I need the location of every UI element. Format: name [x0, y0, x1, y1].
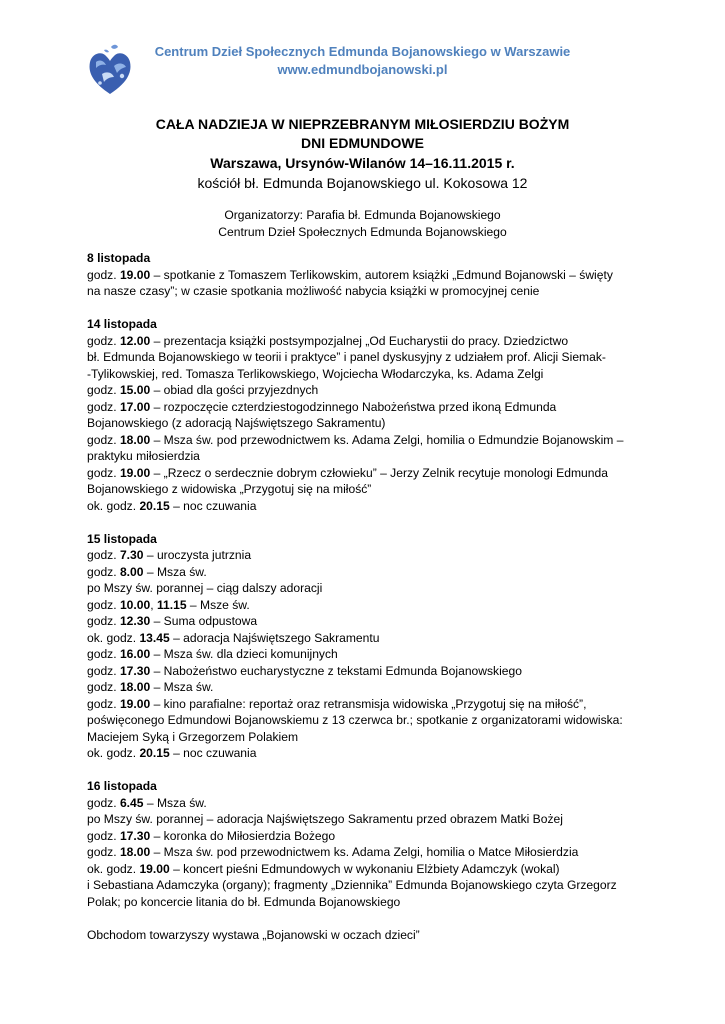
- schedule-line: [87, 679, 647, 696]
- schedule-line: [87, 811, 647, 828]
- event-time: 12.00: [119, 333, 151, 348]
- event-time: 20.15: [139, 498, 170, 513]
- event-time: 17.30: [119, 663, 151, 678]
- event-time: 16.00: [119, 647, 151, 661]
- event-time: 20.15: [139, 746, 170, 760]
- line-text: godz.: [87, 845, 120, 859]
- schedule-line: [87, 696, 647, 713]
- line-text: godz.: [87, 680, 120, 694]
- schedule-days: [87, 250, 647, 910]
- schedule-line: [87, 349, 647, 366]
- event-time: 19.00: [119, 465, 151, 480]
- organizers: [60, 207, 665, 240]
- title-block: [60, 115, 665, 193]
- line-text: godz.: [87, 663, 120, 678]
- line-text: – Msza św.: [143, 795, 207, 810]
- day-title: 14 listopada: [87, 317, 157, 331]
- schedule-day: [87, 531, 647, 762]
- line-text: poświęconego Edmundowi Bojanowskiemu z 13 czerwca br.; spotkanie z organizatorami widowiska:: [87, 713, 623, 727]
- schedule-line: [87, 498, 647, 515]
- line-text: Bojanowskiego z widowiska „Przygotuj się na miłość”: [87, 482, 372, 496]
- event-place-date: Warszawa, Ursynów-Wilanów 14–16.11.2015 r.: [210, 155, 515, 171]
- line-text: godz.: [87, 432, 120, 447]
- line-text: – Msza św. pod przewodnictwem ks. Adama Zelgi, homilia o Edmundzie Bojanowskim –: [150, 432, 624, 447]
- line-text: – adoracja Najświętszego Sakramentu: [169, 630, 380, 645]
- day-title: 15 listopada: [87, 531, 157, 546]
- event-time: 17.30: [119, 828, 151, 843]
- line-text: – uroczysta jutrznia: [143, 548, 252, 562]
- line-text: godz.: [87, 828, 120, 843]
- schedule-line: [87, 894, 647, 911]
- line-text: godz.: [87, 614, 120, 628]
- event-time: 19.00: [139, 861, 170, 876]
- event-time: 19.00: [119, 267, 151, 282]
- schedule-line: [87, 481, 647, 498]
- schedule-day: [87, 250, 647, 300]
- line-text: – Msza św.: [143, 564, 207, 579]
- schedule-line: [87, 877, 647, 894]
- schedule-line: [87, 795, 647, 812]
- organizer-line: Centrum Dzieł Społecznych Edmunda Bojanowskiego: [218, 224, 507, 239]
- line-text: – spotkanie z Tomaszem Terlikowskim, autorem książki „Edmund Bojanowski – święty: [150, 267, 613, 282]
- schedule-day: [87, 778, 647, 910]
- line-text: ok. godz.: [87, 630, 140, 645]
- schedule: [87, 250, 647, 943]
- header: [140, 43, 585, 79]
- line-text: – Msza św. pod przewodnictwem ks. Adama Zelgi, homilia o Matce Miłosierdzia: [150, 845, 579, 859]
- event-time: 11.15: [156, 597, 187, 612]
- schedule-line: [87, 415, 647, 432]
- exhibition-note: Obchodom towarzyszy wystawa „Bojanowski w oczach dzieci”: [87, 927, 420, 942]
- line-text: – koncert pieśni Edmundowych w wykonaniu Elżbiety Adamczyk (wokal): [169, 861, 560, 876]
- line-text: bł. Edmunda Bojanowskiego w teorii i praktyce” i panel dyskusyjny z udziałem prof. Alicji Siemak-: [87, 350, 606, 364]
- event-time: 13.45: [139, 630, 170, 645]
- event-time: 8.00: [119, 564, 144, 579]
- subtitle: DNI EDMUNDOWE: [301, 135, 424, 151]
- line-text: – Suma odpustowa: [150, 614, 258, 628]
- event-time: 12.30: [119, 614, 151, 628]
- line-text: -Tylikowskiej, red. Tomasza Terlikowskiego, Wojciecha Włodarczyka, ks. Adama Zelgi: [87, 366, 544, 381]
- line-text: ,: [150, 597, 157, 612]
- line-text: Polak; po koncercie litania do bł. Edmunda Bojanowskiego: [87, 894, 401, 909]
- line-text: – rozpoczęcie czterdziestogodzinnego Nabożeństwa przed ikoną Edmunda: [150, 399, 557, 414]
- line-text: Maciejem Syką i Grzegorzem Polakiem: [87, 729, 299, 744]
- line-text: po Mszy św. porannej – adoracja Najświętszego Sakramentu przed obrazem Matki Bożej: [87, 812, 563, 826]
- line-text: Bojanowskiego (z adoracją Najświętszego Sakramentu): [87, 416, 386, 430]
- line-text: – obiad dla gości przyjezdnych: [150, 383, 319, 397]
- schedule-line: [87, 580, 647, 597]
- event-time: 18.00: [119, 432, 151, 447]
- schedule-line: [87, 828, 647, 845]
- line-text: godz.: [87, 465, 120, 480]
- schedule-day: [87, 316, 647, 514]
- schedule-line: [87, 597, 647, 614]
- event-time: 17.00: [119, 399, 151, 414]
- line-text: godz.: [87, 597, 120, 612]
- schedule-line: [87, 366, 647, 383]
- event-time: 15.00: [119, 383, 151, 397]
- schedule-line: [87, 547, 647, 564]
- website-link[interactable]: www.edmundbojanowski.pl: [277, 62, 448, 77]
- line-text: godz.: [87, 383, 120, 397]
- event-time: 18.00: [119, 845, 151, 859]
- line-text: – noc czuwania: [169, 498, 257, 513]
- schedule-line: [87, 861, 647, 878]
- line-text: – Msza św. dla dzieci komunijnych: [150, 647, 338, 661]
- line-text: godz.: [87, 564, 120, 579]
- event-time: 6.45: [119, 795, 144, 810]
- schedule-line: [87, 465, 647, 482]
- line-text: – Nabożeństwo eucharystyczne z tekstami Edmunda Bojanowskiego: [150, 663, 522, 678]
- event-time: 10.00: [119, 597, 151, 612]
- schedule-line: [87, 283, 647, 300]
- line-text: godz.: [87, 647, 120, 661]
- line-text: godz.: [87, 333, 120, 348]
- schedule-line: [87, 745, 647, 762]
- schedule-line: [87, 663, 647, 680]
- heart-logo-icon: [84, 42, 136, 98]
- schedule-line: [87, 382, 647, 399]
- schedule-line: [87, 646, 647, 663]
- event-time: 19.00: [119, 696, 151, 711]
- main-title: CAŁA NADZIEJA W NIEPRZEBRANYM MIŁOSIERDZIU BOŻYM: [155, 116, 570, 132]
- line-text: ok. godz.: [87, 861, 140, 876]
- line-text: godz.: [87, 696, 120, 711]
- church-address: kościół bł. Edmunda Bojanowskiego ul. Kokosowa 12: [197, 175, 528, 191]
- schedule-line: [87, 333, 647, 350]
- line-text: i Sebastiana Adamczyka (organy); fragmenty „Dziennika” Edmunda Bojanowskiego czyta Grzegorz: [87, 878, 617, 892]
- line-text: godz.: [87, 267, 120, 282]
- line-text: – kino parafialne: reportaż oraz retransmisja widowiska „Przygotuj się na miłość”,: [150, 696, 587, 711]
- schedule-line: [87, 399, 647, 416]
- line-text: godz.: [87, 399, 120, 414]
- line-text: – koronka do Miłosierdzia Bożego: [150, 828, 336, 843]
- schedule-line: [87, 448, 647, 465]
- day-title: 8 listopada: [87, 251, 151, 265]
- org-name: Centrum Dzieł Społecznych Edmunda Bojanowskiego w Warszawie: [154, 44, 571, 59]
- line-text: po Mszy św. porannej – ciąg dalszy adoracji: [87, 581, 323, 595]
- event-time: 18.00: [119, 680, 151, 694]
- schedule-line: [87, 630, 647, 647]
- line-text: godz.: [87, 795, 120, 810]
- line-text: – noc czuwania: [169, 746, 257, 760]
- schedule-line: [87, 712, 647, 729]
- day-title: 16 listopada: [87, 779, 157, 793]
- line-text: – Msza św.: [150, 680, 214, 694]
- schedule-line: [87, 844, 647, 861]
- line-text: godz.: [87, 548, 120, 562]
- schedule-line: [87, 564, 647, 581]
- line-text: praktyku miłosierdzia: [87, 449, 200, 463]
- schedule-line: [87, 267, 647, 284]
- logo: [84, 42, 136, 98]
- schedule-line: [87, 729, 647, 746]
- line-text: ok. godz.: [87, 746, 140, 760]
- organizer-line: Organizatorzy: Parafia bł. Edmunda Bojanowskiego: [224, 208, 501, 222]
- line-text: – „Rzecz o serdecznie dobrym człowieku” – Jerzy Zelnik recytuje monologi Edmunda: [150, 465, 608, 480]
- schedule-line: [87, 432, 647, 449]
- event-time: 7.30: [119, 548, 144, 562]
- line-text: – Msze św.: [186, 597, 250, 612]
- line-text: ok. godz.: [87, 498, 140, 513]
- line-text: na nasze czasy”; w czasie spotkania możliwość nabycia książki w promocyjnej cenie: [87, 284, 540, 298]
- line-text: – prezentacja książki postsympozjalnej „Od Eucharystii do pracy. Dziedzictwo: [150, 333, 569, 348]
- schedule-line: [87, 613, 647, 630]
